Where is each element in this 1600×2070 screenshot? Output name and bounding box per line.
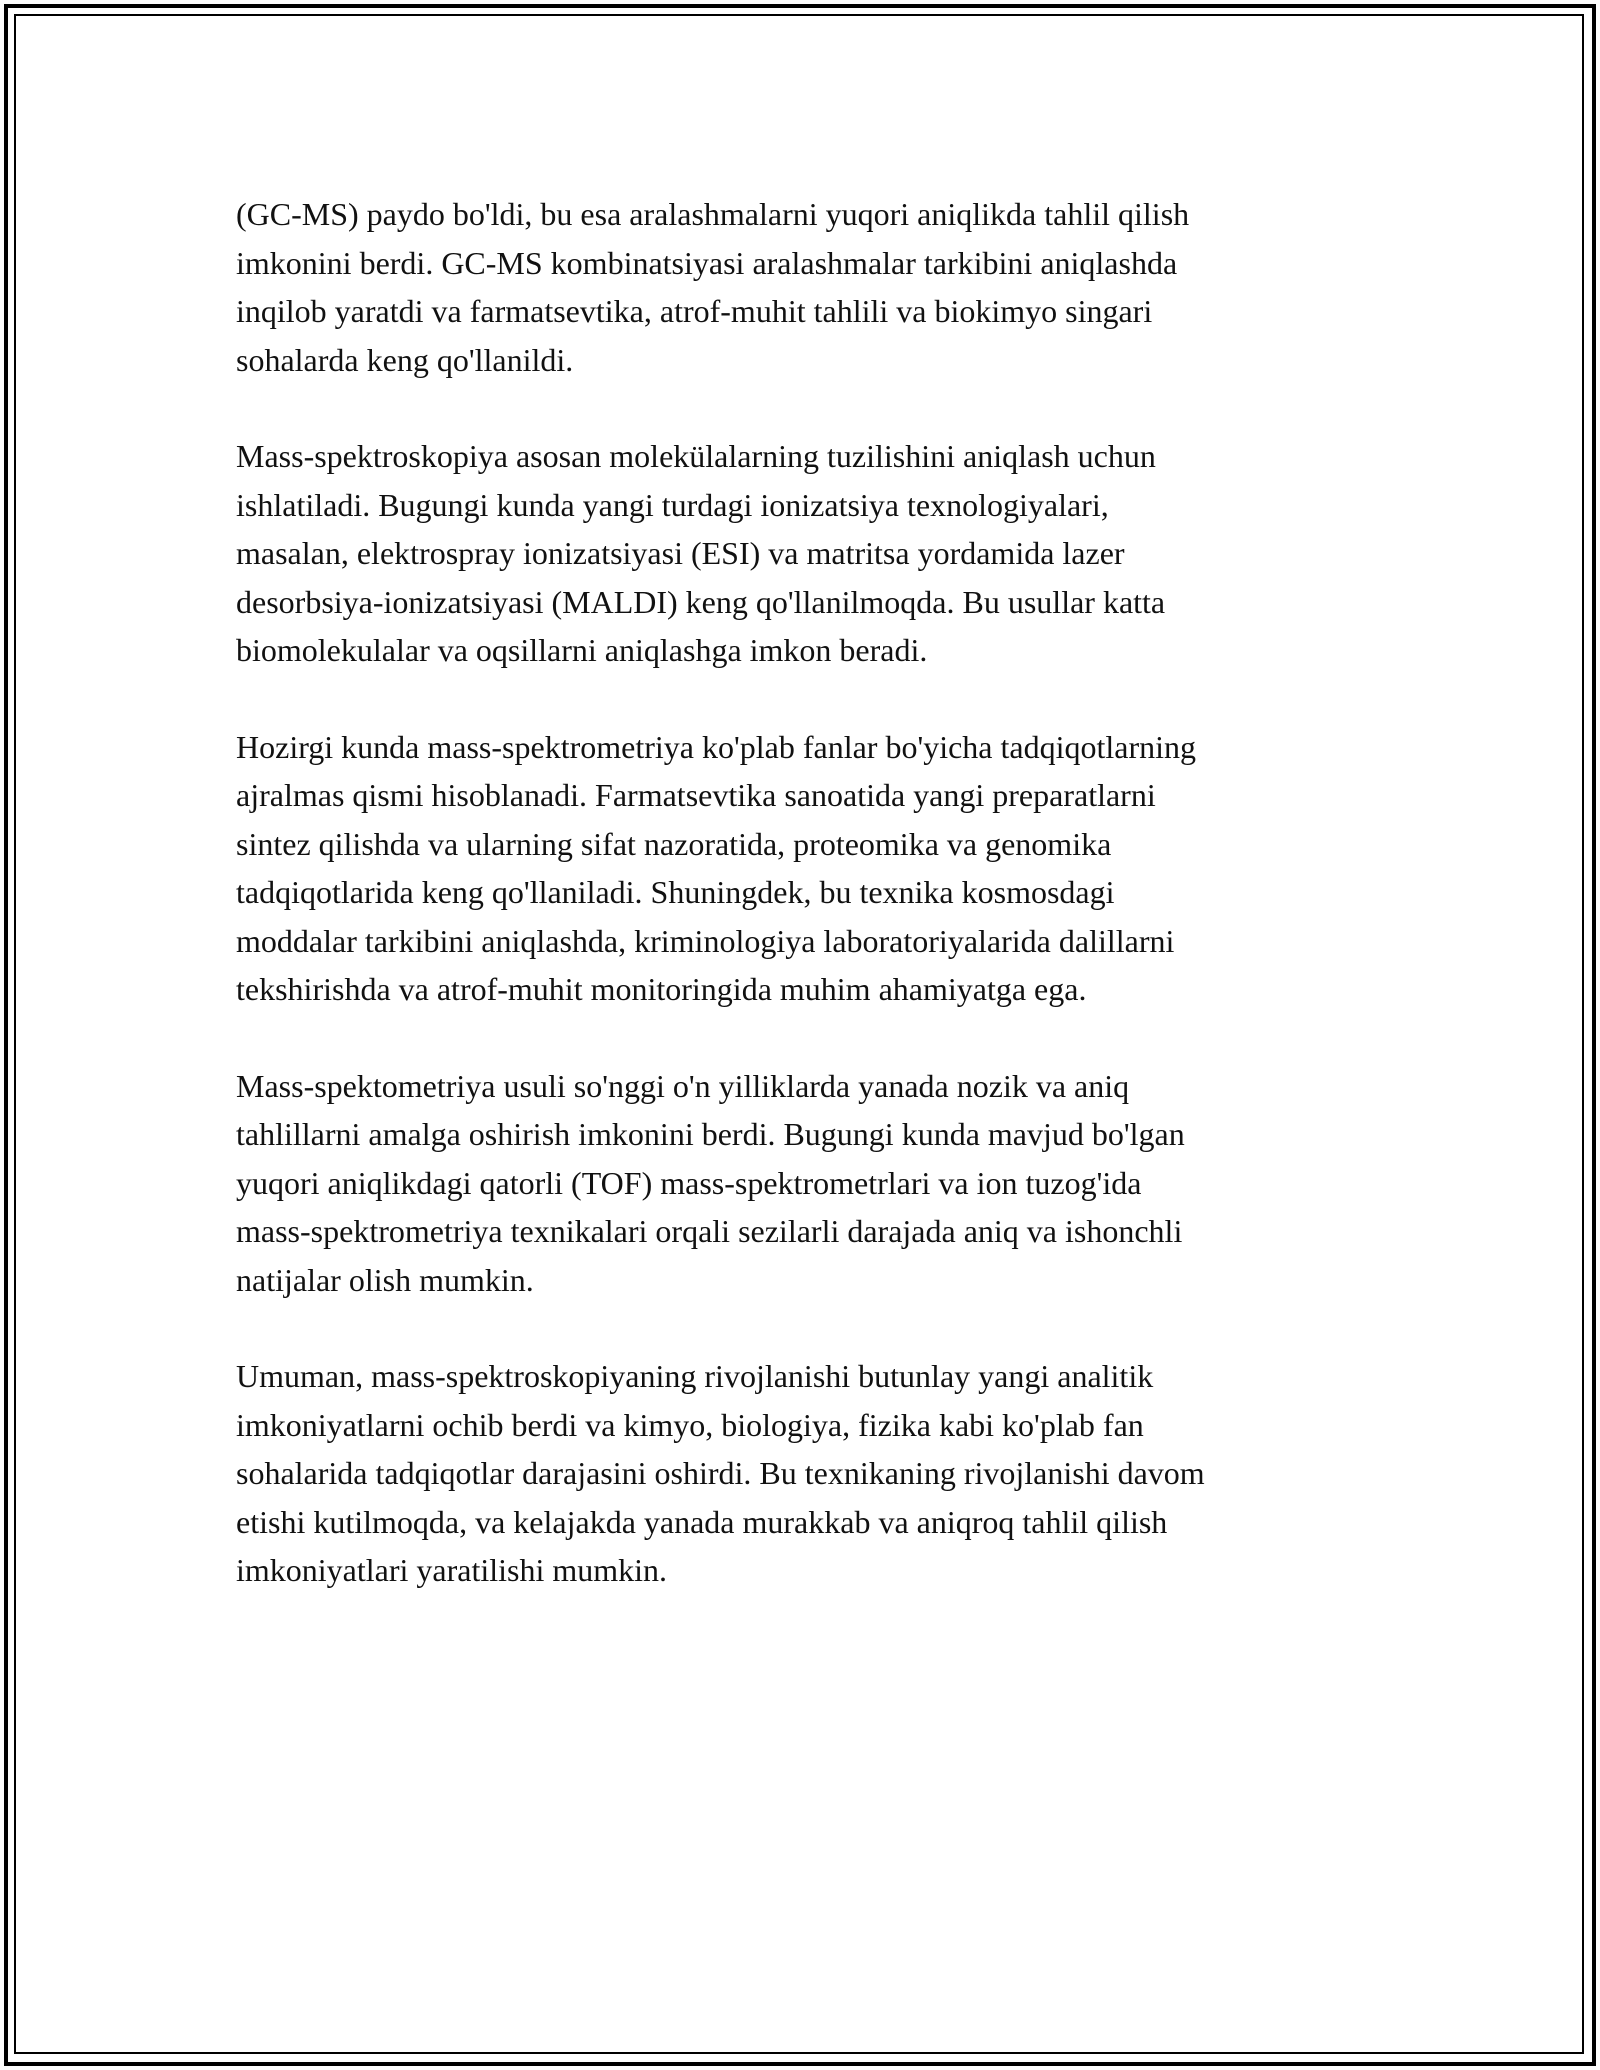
paragraph-precision: Mass-spektometriya usuli so'nggi o'n yilliklarda yanada nozik va aniq tahlillarni amalga oshirish imkonini berdi. Bugungi kunda mavjud bo'lgan yuqori aniqlikdagi qatorli (TOF) mass-spektrometrlari va ion tuzog'ida mass-spektrometriya texnikalari orqali sezilarli darajada aniq va ishonchli natijalar olish mumkin. — [236, 1067, 1185, 1298]
paragraph-conclusion: Umuman, mass-spektroskopiyaning rivojlanishi butunlay yangi analitik imkoniyatlarni ochib berdi va kimyo, biologiya, fizika kabi ko'plab fan sohalarida tadqiqotlar darajasini oshirdi. Bu texnikaning rivojlanishi davom etishi kutilmoqda, va kelajakda yanada murakkab va aniqroq tahlil qilish imkoniyatlari yaratilishi mumkin. — [236, 1358, 1205, 1588]
document-body — [236, 190, 1366, 1643]
paragraph-gc-ms: (GC-MS) paydo bo'ldi, bu esa aralashmalarni yuqori aniqlikda tahlil qilish imkonini berdi. GC-MS kombinatsiyasi aralashmalar tarkibini aniqlashda inqilob yaratdi va farmatsevtika, atrof-muhit tahlili va biokimyo singari sohalarda keng qo'llanildi. — [236, 196, 1190, 378]
paragraph-ionization: Mass-spektroskopiya asosan molekülalarning tuzilishini aniqlash uchun ishlatiladi. Bugungi kunda yangi turdagi ionizatsiya texnologiyalari, masalan, elektrospray ionizatsiyasi (ESI) va matritsa yordamida lazer desorbsiya-ionizatsiyasi (MALDI) keng qo'llanilmoqda. Bu usullar katta biomolekulalar va oqsillarni aniqlashga imkon beradi. — [236, 438, 1166, 668]
paragraph-applications: Hozirgi kunda mass-spektrometriya ko'plab fanlar bo'yicha tadqiqotlarning ajralmas qismi hisoblanadi. Farmatsevtika sanoatida yangi preparatlarni sintez qilishda va ularning sifat nazoratida, proteomika va genomika tadqiqotlarida keng qo'llaniladi. Shuningdek, bu texnika kosmosdagi moddalar tarkibini aniqlashda, kriminologiya laboratoriyalarida dalillarni tekshirishda va atrof-muhit monitoringida muhim ahamiyatga ega. — [236, 728, 1197, 1007]
